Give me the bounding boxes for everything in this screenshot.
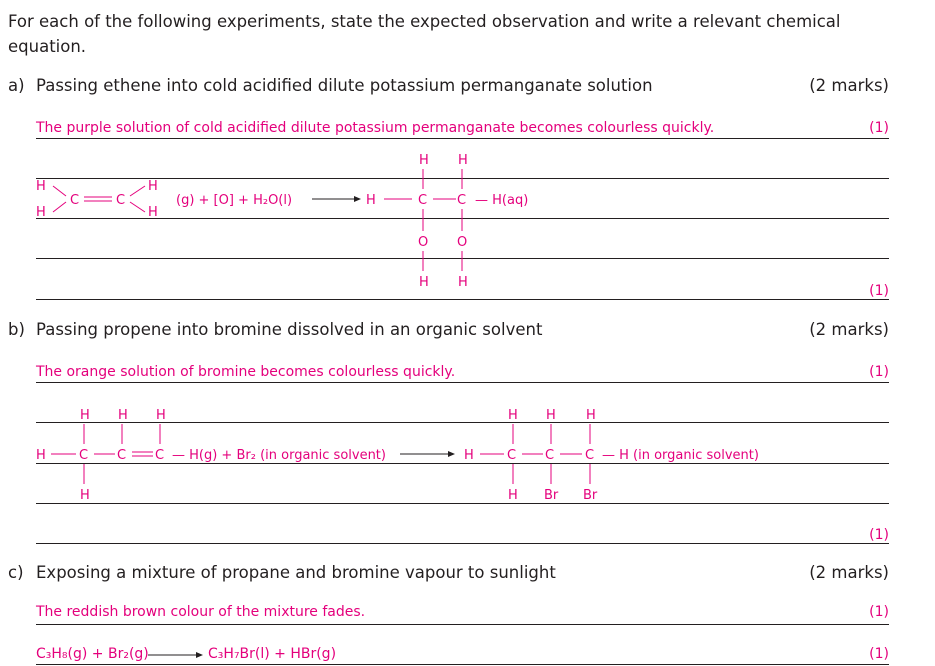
- answer-line: [36, 543, 889, 544]
- answer-line: [36, 664, 889, 665]
- part-c-products: C₃H₇Br(l) + HBr(g): [208, 646, 337, 662]
- part-b-answer-mark: (1): [869, 364, 889, 380]
- atom-h: H: [586, 408, 596, 423]
- atom-o: O: [418, 235, 429, 250]
- part-a-marks: (2 marks): [809, 76, 889, 95]
- atom-h: H: [464, 448, 474, 463]
- atom-h: H: [118, 408, 128, 423]
- reactant-text: — H(g) + Br₂ (in organic solvent): [172, 448, 386, 463]
- atom-h: H: [419, 275, 429, 290]
- atom-h: H: [546, 408, 556, 423]
- part-c-marks: (2 marks): [809, 563, 889, 582]
- answer-line: [36, 299, 889, 300]
- atom-c: C: [457, 193, 467, 208]
- atom-h: H: [366, 193, 376, 208]
- part-a-label: a): [8, 76, 25, 95]
- atom-c: C: [545, 448, 555, 463]
- dibromopropane-structure: [464, 408, 759, 503]
- reactant-text: (g) + [O] + H₂O(l): [176, 193, 293, 208]
- atom-h: H: [80, 408, 90, 423]
- atom-c: C: [585, 448, 595, 463]
- part-a-answer-mark: (1): [869, 120, 889, 136]
- atom-h: H: [36, 205, 46, 220]
- atom-br: Br: [544, 488, 559, 503]
- part-c-answer-mark: (1): [869, 604, 889, 620]
- atom-h: H: [508, 408, 518, 423]
- part-a-equation: [0, 145, 935, 295]
- answer-line: [36, 624, 889, 625]
- product-text: — H (in organic solvent): [602, 448, 759, 463]
- part-a-answer: The purple solution of cold acidified dilute potassium permanganate becomes colourless quickly.: [36, 120, 715, 136]
- atom-h: H: [148, 205, 158, 220]
- atom-c: C: [117, 448, 127, 463]
- atom-h: H: [458, 275, 468, 290]
- part-c-label: c): [8, 563, 24, 582]
- propene-structure: [36, 408, 386, 503]
- instruction-line-1: For each of the following experiments, state the expected observation and write a relevant chemical: [8, 12, 841, 31]
- part-c-reactants: C₃H₈(g) + Br₂(g): [36, 646, 149, 662]
- part-a-equation-mark: (1): [869, 283, 889, 299]
- part-b-equation-mark: (1): [869, 527, 889, 543]
- part-a-question: Passing ethene into cold acidified dilute potassium permanganate solution: [36, 76, 653, 95]
- atom-h: H: [36, 179, 46, 194]
- part-c-answer: The reddish brown colour of the mixture fades.: [36, 604, 366, 620]
- part-b-equation: [0, 400, 935, 505]
- atom-c: C: [70, 193, 80, 208]
- atom-c: C: [507, 448, 517, 463]
- diol-structure: [366, 153, 528, 290]
- reaction-arrow: [312, 196, 361, 202]
- answer-line: [36, 138, 889, 139]
- product-text: — H(aq): [475, 193, 529, 208]
- part-b-question: Passing propene into bromine dissolved in an organic solvent: [36, 320, 543, 339]
- part-b-marks: (2 marks): [809, 320, 889, 339]
- atom-br: Br: [583, 488, 598, 503]
- atom-c: C: [116, 193, 126, 208]
- atom-h: H: [156, 408, 166, 423]
- atom-c: C: [155, 448, 165, 463]
- part-c-equation-mark: (1): [869, 646, 889, 662]
- atom-c: C: [418, 193, 428, 208]
- atom-h: H: [80, 488, 90, 503]
- part-c-question: Exposing a mixture of propane and bromine vapour to sunlight: [36, 563, 556, 582]
- atom-h: H: [508, 488, 518, 503]
- answer-line: [36, 382, 889, 383]
- atom-c: C: [79, 448, 89, 463]
- atom-h: H: [419, 153, 429, 168]
- part-b-answer: The orange solution of bromine becomes colourless quickly.: [36, 364, 456, 380]
- atom-h: H: [458, 153, 468, 168]
- instruction-line-2: equation.: [8, 37, 87, 56]
- reaction-arrow: [400, 451, 455, 457]
- atom-h: H: [36, 448, 46, 463]
- ethene-structure: [36, 179, 158, 220]
- atom-o: O: [457, 235, 468, 250]
- part-b-label: b): [8, 320, 25, 339]
- atom-h: H: [148, 179, 158, 194]
- reaction-arrow: [146, 648, 206, 662]
